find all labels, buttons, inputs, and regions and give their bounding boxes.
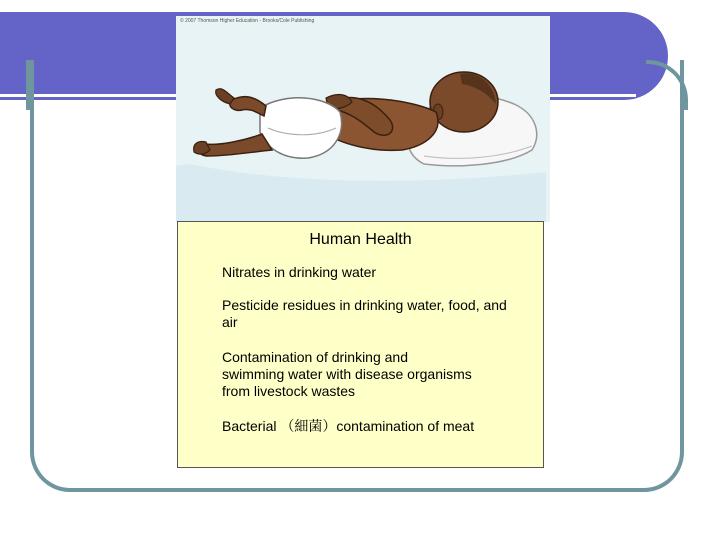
baby-image xyxy=(176,16,550,222)
copyright-notice: © 2007 Thomson Higher Education - Brooks/Cole Publishing xyxy=(180,18,315,24)
list-item: Pesticide residues in drinking water, food, and air xyxy=(222,297,507,330)
baby-illustration xyxy=(176,16,550,222)
human-health-panel xyxy=(177,221,544,468)
list-item: Bacterial （細菌）contamination of meat xyxy=(222,418,475,434)
list-item: Nitrates in drinking water xyxy=(222,264,377,280)
panel-title: Human Health xyxy=(309,231,412,248)
slide-frame-left-edge xyxy=(26,60,68,110)
list-item: Contamination of drinking and swimming water with disease organisms from livestock wastes xyxy=(222,349,472,399)
